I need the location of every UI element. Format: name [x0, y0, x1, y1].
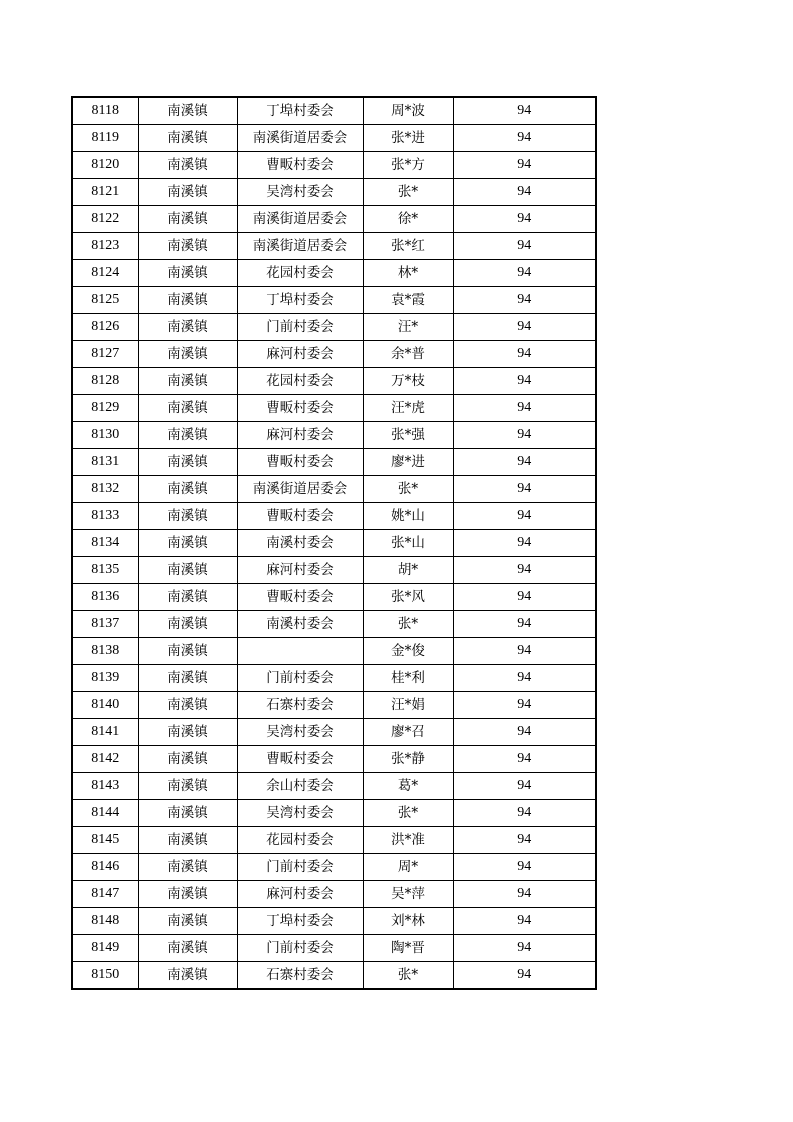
- cell-id: 8146: [72, 854, 138, 881]
- table-row: [72, 260, 596, 287]
- table-row: [72, 773, 596, 800]
- cell-id: 8120: [72, 152, 138, 179]
- cell-name: 万*枝: [363, 368, 453, 395]
- cell-name: 张*: [363, 611, 453, 638]
- table-row: [72, 719, 596, 746]
- cell-name: 张*: [363, 800, 453, 827]
- cell-town: 南溪镇: [138, 908, 237, 935]
- cell-name: 汪*娟: [363, 692, 453, 719]
- cell-id: 8121: [72, 179, 138, 206]
- cell-committee: 南溪村委会: [237, 611, 363, 638]
- cell-committee: 曹畈村委会: [237, 503, 363, 530]
- cell-score: 94: [453, 449, 596, 476]
- cell-committee: 麻河村委会: [237, 557, 363, 584]
- cell-town: 南溪镇: [138, 341, 237, 368]
- cell-town: 南溪镇: [138, 746, 237, 773]
- cell-id: 8141: [72, 719, 138, 746]
- cell-committee: 石寨村委会: [237, 962, 363, 990]
- cell-name: 廖*召: [363, 719, 453, 746]
- cell-id: 8145: [72, 827, 138, 854]
- cell-score: 94: [453, 854, 596, 881]
- cell-id: 8140: [72, 692, 138, 719]
- cell-id: 8144: [72, 800, 138, 827]
- cell-id: 8149: [72, 935, 138, 962]
- table-row: [72, 908, 596, 935]
- cell-name: 张*: [363, 179, 453, 206]
- cell-town: 南溪镇: [138, 233, 237, 260]
- cell-name: 胡*: [363, 557, 453, 584]
- table-row: [72, 287, 596, 314]
- cell-score: 94: [453, 179, 596, 206]
- cell-score: 94: [453, 125, 596, 152]
- table-row: [72, 422, 596, 449]
- cell-committee: 吴湾村委会: [237, 800, 363, 827]
- cell-id: 8127: [72, 341, 138, 368]
- table-row: [72, 341, 596, 368]
- cell-id: 8118: [72, 97, 138, 125]
- cell-score: 94: [453, 935, 596, 962]
- cell-town: 南溪镇: [138, 260, 237, 287]
- cell-id: 8128: [72, 368, 138, 395]
- table-row: [72, 179, 596, 206]
- cell-town: 南溪镇: [138, 611, 237, 638]
- cell-town: 南溪镇: [138, 206, 237, 233]
- cell-score: 94: [453, 665, 596, 692]
- cell-name: 洪*准: [363, 827, 453, 854]
- cell-score: 94: [453, 800, 596, 827]
- cell-score: 94: [453, 503, 596, 530]
- cell-id: 8119: [72, 125, 138, 152]
- cell-committee: 麻河村委会: [237, 881, 363, 908]
- cell-score: 94: [453, 827, 596, 854]
- table-row: [72, 476, 596, 503]
- cell-committee: 曹畈村委会: [237, 746, 363, 773]
- cell-score: 94: [453, 881, 596, 908]
- cell-town: 南溪镇: [138, 125, 237, 152]
- cell-committee: 石寨村委会: [237, 692, 363, 719]
- cell-name: 张*: [363, 476, 453, 503]
- cell-id: 8136: [72, 584, 138, 611]
- table-row: [72, 611, 596, 638]
- cell-name: 姚*山: [363, 503, 453, 530]
- cell-name: 汪*: [363, 314, 453, 341]
- cell-committee: 门前村委会: [237, 935, 363, 962]
- cell-town: 南溪镇: [138, 314, 237, 341]
- table-row: [72, 638, 596, 665]
- cell-name: 袁*霞: [363, 287, 453, 314]
- cell-name: 张*: [363, 962, 453, 990]
- cell-town: 南溪镇: [138, 287, 237, 314]
- cell-committee: 曹畈村委会: [237, 395, 363, 422]
- table-row: [72, 449, 596, 476]
- cell-town: 南溪镇: [138, 935, 237, 962]
- cell-score: 94: [453, 152, 596, 179]
- cell-town: 南溪镇: [138, 368, 237, 395]
- table-row: [72, 962, 596, 990]
- cell-town: 南溪镇: [138, 692, 237, 719]
- cell-score: 94: [453, 962, 596, 990]
- cell-id: 8138: [72, 638, 138, 665]
- data-table: [71, 96, 597, 990]
- cell-committee: 南溪街道居委会: [237, 125, 363, 152]
- cell-town: 南溪镇: [138, 97, 237, 125]
- cell-committee: 南溪街道居委会: [237, 476, 363, 503]
- cell-town: 南溪镇: [138, 557, 237, 584]
- table-row: [72, 206, 596, 233]
- cell-town: 南溪镇: [138, 503, 237, 530]
- cell-name: 张*进: [363, 125, 453, 152]
- cell-committee: 南溪村委会: [237, 530, 363, 557]
- cell-town: 南溪镇: [138, 530, 237, 557]
- cell-score: 94: [453, 908, 596, 935]
- cell-score: 94: [453, 233, 596, 260]
- table-row: [72, 665, 596, 692]
- table-row: [72, 854, 596, 881]
- cell-name: 余*普: [363, 341, 453, 368]
- cell-town: 南溪镇: [138, 152, 237, 179]
- cell-committee: 花园村委会: [237, 260, 363, 287]
- cell-committee: 麻河村委会: [237, 341, 363, 368]
- cell-score: 94: [453, 476, 596, 503]
- cell-id: 8150: [72, 962, 138, 990]
- table-row: [72, 827, 596, 854]
- cell-name: 张*静: [363, 746, 453, 773]
- cell-id: 8130: [72, 422, 138, 449]
- cell-committee: 曹畈村委会: [237, 584, 363, 611]
- cell-committee: 余山村委会: [237, 773, 363, 800]
- cell-name: 廖*进: [363, 449, 453, 476]
- table-row: [72, 530, 596, 557]
- cell-committee: 丁埠村委会: [237, 908, 363, 935]
- cell-id: 8124: [72, 260, 138, 287]
- table-row: [72, 746, 596, 773]
- table-row: [72, 557, 596, 584]
- cell-score: 94: [453, 638, 596, 665]
- cell-score: 94: [453, 746, 596, 773]
- cell-name: 金*俊: [363, 638, 453, 665]
- cell-id: 8131: [72, 449, 138, 476]
- cell-score: 94: [453, 530, 596, 557]
- table-row: [72, 368, 596, 395]
- cell-committee: [237, 638, 363, 665]
- cell-town: 南溪镇: [138, 881, 237, 908]
- cell-score: 94: [453, 206, 596, 233]
- cell-town: 南溪镇: [138, 422, 237, 449]
- cell-id: 8147: [72, 881, 138, 908]
- cell-name: 吴*萍: [363, 881, 453, 908]
- table-row: [72, 800, 596, 827]
- table-row: [72, 584, 596, 611]
- table-row: [72, 881, 596, 908]
- cell-id: 8126: [72, 314, 138, 341]
- cell-id: 8122: [72, 206, 138, 233]
- cell-id: 8123: [72, 233, 138, 260]
- cell-town: 南溪镇: [138, 665, 237, 692]
- cell-score: 94: [453, 611, 596, 638]
- cell-town: 南溪镇: [138, 638, 237, 665]
- cell-town: 南溪镇: [138, 179, 237, 206]
- cell-name: 桂*利: [363, 665, 453, 692]
- cell-committee: 门前村委会: [237, 314, 363, 341]
- cell-committee: 吴湾村委会: [237, 179, 363, 206]
- cell-id: 8137: [72, 611, 138, 638]
- cell-score: 94: [453, 692, 596, 719]
- cell-id: 8134: [72, 530, 138, 557]
- cell-score: 94: [453, 260, 596, 287]
- cell-committee: 吴湾村委会: [237, 719, 363, 746]
- cell-id: 8125: [72, 287, 138, 314]
- cell-name: 林*: [363, 260, 453, 287]
- cell-committee: 南溪街道居委会: [237, 233, 363, 260]
- cell-town: 南溪镇: [138, 827, 237, 854]
- cell-score: 94: [453, 773, 596, 800]
- table-row: [72, 692, 596, 719]
- cell-score: 94: [453, 314, 596, 341]
- cell-score: 94: [453, 395, 596, 422]
- cell-name: 汪*虎: [363, 395, 453, 422]
- cell-committee: 曹畈村委会: [237, 449, 363, 476]
- cell-town: 南溪镇: [138, 449, 237, 476]
- cell-id: 8129: [72, 395, 138, 422]
- cell-committee: 丁埠村委会: [237, 97, 363, 125]
- cell-town: 南溪镇: [138, 584, 237, 611]
- cell-town: 南溪镇: [138, 854, 237, 881]
- cell-committee: 麻河村委会: [237, 422, 363, 449]
- cell-id: 8133: [72, 503, 138, 530]
- table-row: [72, 935, 596, 962]
- cell-score: 94: [453, 557, 596, 584]
- table-row: [72, 395, 596, 422]
- cell-id: 8132: [72, 476, 138, 503]
- cell-score: 94: [453, 719, 596, 746]
- cell-town: 南溪镇: [138, 395, 237, 422]
- cell-committee: 丁埠村委会: [237, 287, 363, 314]
- table-body: [72, 97, 596, 989]
- cell-name: 徐*: [363, 206, 453, 233]
- table-row: [72, 152, 596, 179]
- cell-id: 8142: [72, 746, 138, 773]
- cell-committee: 曹畈村委会: [237, 152, 363, 179]
- cell-committee: 花园村委会: [237, 827, 363, 854]
- cell-committee: 门前村委会: [237, 665, 363, 692]
- cell-id: 8148: [72, 908, 138, 935]
- cell-town: 南溪镇: [138, 773, 237, 800]
- table-row: [72, 97, 596, 125]
- cell-name: 刘*林: [363, 908, 453, 935]
- cell-id: 8143: [72, 773, 138, 800]
- cell-committee: 门前村委会: [237, 854, 363, 881]
- cell-town: 南溪镇: [138, 719, 237, 746]
- cell-name: 张*红: [363, 233, 453, 260]
- cell-name: 周*波: [363, 97, 453, 125]
- cell-score: 94: [453, 97, 596, 125]
- table-row: [72, 233, 596, 260]
- cell-town: 南溪镇: [138, 476, 237, 503]
- cell-town: 南溪镇: [138, 962, 237, 990]
- cell-id: 8135: [72, 557, 138, 584]
- cell-id: 8139: [72, 665, 138, 692]
- table-row: [72, 503, 596, 530]
- cell-score: 94: [453, 584, 596, 611]
- cell-score: 94: [453, 368, 596, 395]
- cell-name: 张*强: [363, 422, 453, 449]
- cell-committee: 花园村委会: [237, 368, 363, 395]
- cell-name: 张*风: [363, 584, 453, 611]
- cell-committee: 南溪街道居委会: [237, 206, 363, 233]
- cell-score: 94: [453, 422, 596, 449]
- cell-name: 葛*: [363, 773, 453, 800]
- cell-score: 94: [453, 341, 596, 368]
- cell-name: 张*方: [363, 152, 453, 179]
- cell-name: 陶*晋: [363, 935, 453, 962]
- cell-score: 94: [453, 287, 596, 314]
- table-row: [72, 125, 596, 152]
- table-row: [72, 314, 596, 341]
- cell-name: 张*山: [363, 530, 453, 557]
- cell-name: 周*: [363, 854, 453, 881]
- cell-town: 南溪镇: [138, 800, 237, 827]
